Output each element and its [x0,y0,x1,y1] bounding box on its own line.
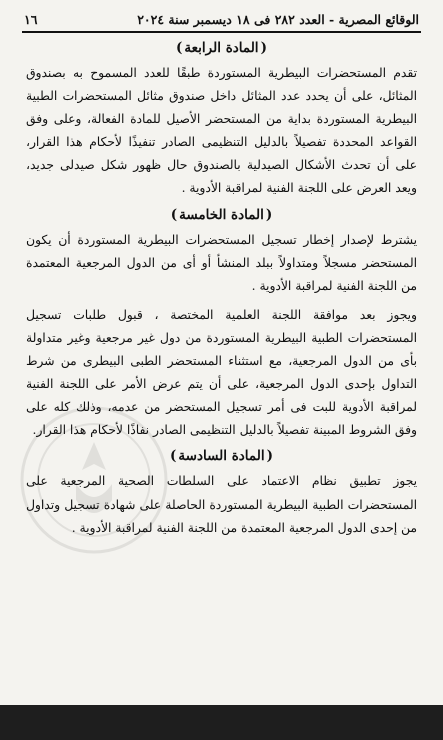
page-number: ١٦ [24,11,38,27]
article-paragraph: تقدم المستحضرات البيطرية المستوردة طبقًا للعدد المسموح به بصندوق المثائل، على أن يحدد عدد المثائل داخل صندوق مثائل المستحضرات الطبية البيطرية المستوردة بداية من المستحضر الأصيل للمادة الفعالة، وعلى وفق القواعد المحددة تفصيلاً بالدليل التنظيمى الصادر تنفيذًا لأحكام هذا القرار، على أن تحدث الأشكال الصيدلية بالصندوق حال ظهور شكل صيدلى جديد، ويعد العرض على اللجنة الفنية لمراقبة الأدوية . [26,66,417,196]
page-header [24,8,419,30]
article-title: ( المادة السادسة ) [170,448,273,465]
article-title: ( المادة الرابعة ) [176,40,267,56]
footer-band [0,705,443,740]
article-paragraph: يجوز تطبيق نظام الاعتماد على السلطات الصحية المرجعية على المستحضرات الطبية البيطرية المستوردة الحاصلة على شهادة تسجيل وتداول من إحدى الدول المرجعية المعتمدة من اللجنة الفنية لمراقبة الأدوية . [26,474,417,535]
article-paragraph: ويجوز بعد موافقة اللجنة العلمية المختصة ، قبول طلبات تسجيل المستحضرات الطبية البيطرية المستوردة من دول غير مرجعية وغير متداولة بأى من الدول المرجعية، مع استثناء المستحضر الطبى البيطرى من شرط التداول بإحدى الدول المرجعية، على أن يتم عرض الأمر على اللجنة الفنية لمراقبة الأدوية للبت فى أمر تسجيل المستحضر من عدمه، وذلك كله على وفق الشروط المبينة تفصيلاً بالدليل التنظيمى الصادر نفاذًا لأحكام هذا القرار. [26,307,417,438]
article-paragraph: يشترط لإصدار إخطار تسجيل المستحضرات البيطرية المستوردة أن يكون المستحضر مسجلاً ومتداولاً ببلد المنشأ أو أى من الدول المرجعية المعتمدة من اللجنة الفنية لمراقبة الأدوية . [26,232,417,293]
document-body [26,40,417,546]
article-5 [26,207,417,443]
article-title: ( المادة الخامسة ) [170,206,273,223]
article-4 [26,40,417,201]
article-6 [26,448,417,539]
header-rule [22,31,421,33]
running-title: الوقائع المصرية - العدد ٢٨٢ فى ١٨ ديسمبر سنة ٢٠٢٤ [137,11,419,27]
